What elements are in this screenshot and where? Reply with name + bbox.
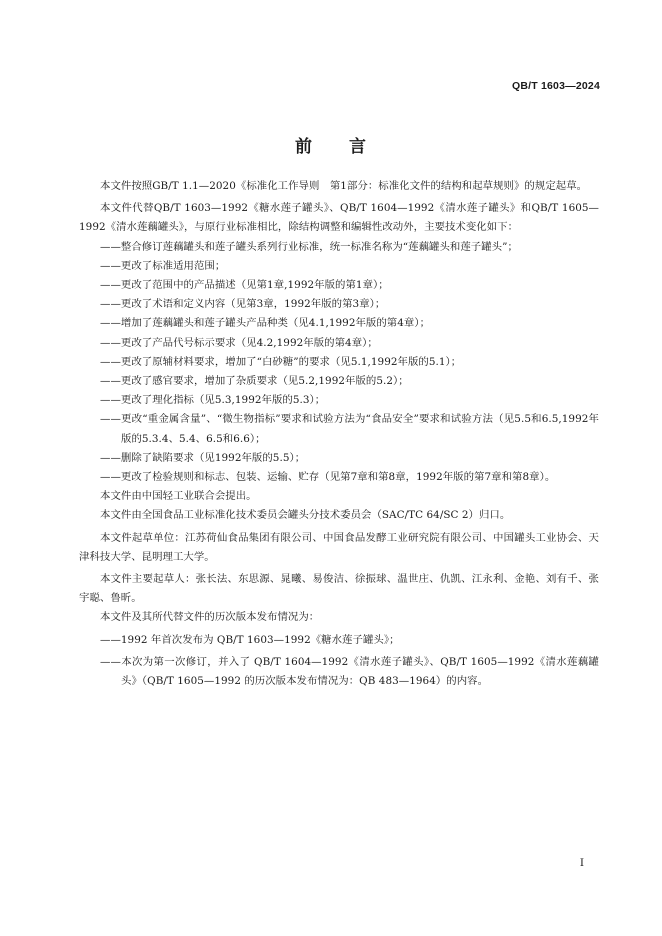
list-item: ——整合修订莲藕罐头和莲子罐头系列行业标准，统一标准名称为“莲藕罐头和莲子罐头”； — [100, 240, 518, 253]
list-item: ——更改“重金属含量”、“微生物指标”要求和试验方法为“食品安全”要求和试验方法（见5.5和6.5,1992年版的5.3.4、5.4、6.5和6.6）； — [100, 413, 599, 445]
list-item: ——更改了理化指标（见5.3,1992年版的5.3）； — [100, 394, 326, 407]
paragraph-replaces: 本文件代替QB/T 1603—1992《糖水莲子罐头》、QB/T 1604—1992《清水莲子罐头》和QB/T 1605—1992《清水莲藕罐头》，与原行业标准相比，除结构调整和编辑性改动外，主要技术变化如下： — [79, 202, 599, 234]
paragraph-drafters: 本文件主要起草人：张长法、东思源、晁曦、易俊洁、徐振球、温世庄、仇凯、江永利、金艳、刘有千、张宇聪、鲁昕。 — [79, 573, 599, 605]
list-item: ——更改了标准适用范围； — [100, 259, 226, 272]
list-item: ——增加了莲藕罐头和莲子罐头产品种类（见4.1,1992年版的第4章）； — [100, 317, 431, 330]
document-body — [79, 177, 599, 691]
page-number: I — [579, 857, 584, 869]
list-item: ——更改了范围中的产品描述（见第1章,1992年版的第1章）； — [100, 279, 389, 292]
paragraph-centralized-by: 本文件由全国食品工业标准化技术委员会罐头分技术委员会（SAC/TC 64/SC 2）归口。 — [100, 509, 511, 522]
list-item: ——更改了原辅材料要求，增加了“白砂糖”的要求（见5.1,1992年版的5.1）； — [100, 355, 462, 368]
list-item: ——更改了检验规则和标志、包装、运输、贮存（见第7章和第8章，1992年版的第7章和第8章）。 — [100, 471, 556, 484]
list-item: ——更改了术语和定义内容（见第3章，1992年版的第3章）； — [100, 298, 386, 311]
list-item: ——更改了产品代号标示要求（见4.2,1992年版的第4章）； — [100, 336, 378, 349]
list-item: ——本次为第一次修订，并入了 QB/T 1604—1992《清水莲子罐头》、QB/T 1605—1992《清水莲藕罐头》（QB/T 1605—1992 的历次版本发布情况为：QB 483—1964）的内容。 — [100, 655, 599, 688]
paragraph-drafting-rules: 本文件按照GB/T 1.1—2020《标准化工作导则 第1部分：标准化文件的结构和起草规则》的规定起草。 — [100, 180, 588, 192]
paragraph-history-intro: 本文件及其所代替文件的历次版本发布情况为： — [100, 611, 320, 624]
standard-code: QB/T 1603—2024 — [511, 80, 600, 92]
list-item: ——删除了缺陷要求（见1992年版的5.5）； — [100, 451, 306, 464]
page-title: 前 言 — [295, 137, 367, 157]
paragraph-proposed-by: 本文件由中国轻工业联合会提出。 — [100, 490, 257, 503]
list-item: ——1992 年首次发布为 QB/T 1603—1992《糖水莲子罐头》； — [100, 633, 400, 646]
list-item: ——更改了感官要求，增加了杂质要求（见5.2,1992年版的5.2）； — [100, 375, 409, 388]
paragraph-drafting-units: 本文件起草单位：江苏荷仙食品集团有限公司、中国食品发酵工业研究院有限公司、中国罐头工业协会、天津科技大学、昆明理工大学。 — [79, 531, 599, 563]
